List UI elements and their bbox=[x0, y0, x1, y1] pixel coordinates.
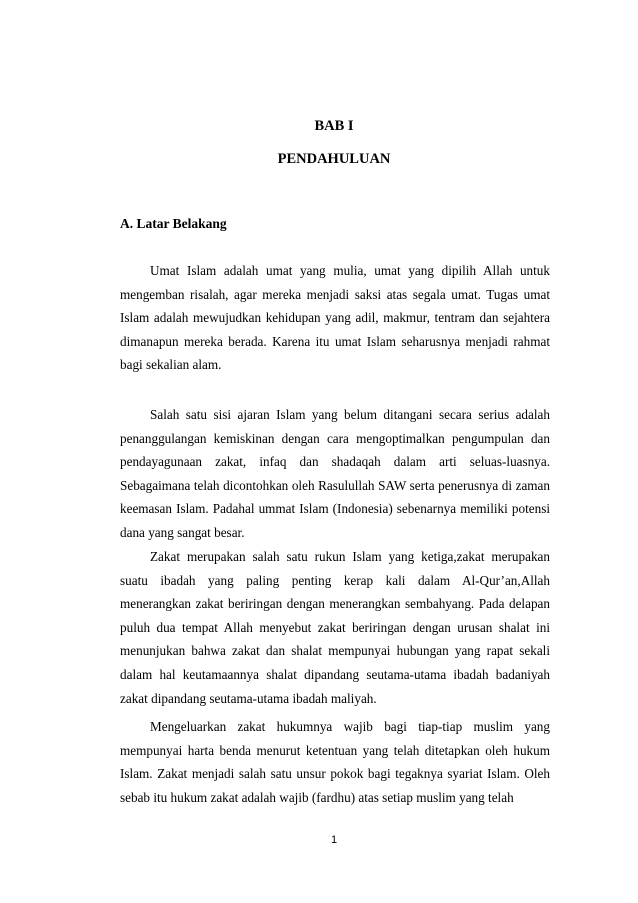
paragraph-3: Zakat merupakan salah satu rukun Islam yang ketiga,zakat merupakan suatu ibadah yang paling penting kerap kali dalam Al-Qur’an,Allah menerangkan zakat beriringan dengan menerangkan sembahyang. Pada delapan puluh dua tempat Allah menyebut zakat beriringan dengan urusan shalat ini menunjukan bahwa zakat dan shalat mempunyai hubungan yang rapat sekali dalam hal keutamaannya shalat dipandang seutama-utama ibadah badaniyah zakat dipandang seutama-utama ibadah maliyah. bbox=[120, 549, 550, 706]
paragraph-4: Mengeluarkan zakat hukumnya wajib bagi tiap-tiap muslim yang mempunyai harta benda menurut ketentuan yang telah ditetapkan oleh hukum Islam. Zakat menjadi salah satu unsur pokok bagi tegaknya syariat Islam. Oleh sebab itu hukum zakat adalah wajib (fardhu) atas setiap muslim yang telah bbox=[120, 719, 550, 805]
paragraph-1: Umat Islam adalah umat yang mulia, umat yang dipilih Allah untuk mengemban risalah, agar mereka menjadi saksi atas segala umat. Tugas umat Islam adalah mewujudkan kehidupan yang adil, makmur, tentram dan sejahtera dimanapun mereka berada. Karena itu umat Islam seharusnya menjadi rahmat bagi sekalian alam. bbox=[120, 263, 550, 373]
paragraph-2: Salah satu sisi ajaran Islam yang belum ditangani secara serius adalah penanggulangan kemiskinan dengan cara mengoptimalkan pengumpulan dan pendayagunaan zakat, infaq dan shadaqah dalam arti seluas-luasnya. Sebagaimana telah dicontohkan oleh Rasulullah SAW serta penerusnya di zaman keemasan Islam. Padahal ummat Islam (Indonesia) sebenarnya memiliki potensi dana yang sangat besar. bbox=[120, 407, 550, 540]
chapter-number: BAB I bbox=[314, 118, 354, 134]
section-heading: A. Latar Belakang bbox=[120, 216, 227, 231]
chapter-title: PENDAHULUAN bbox=[277, 151, 391, 167]
page-number: 1 bbox=[330, 834, 338, 846]
